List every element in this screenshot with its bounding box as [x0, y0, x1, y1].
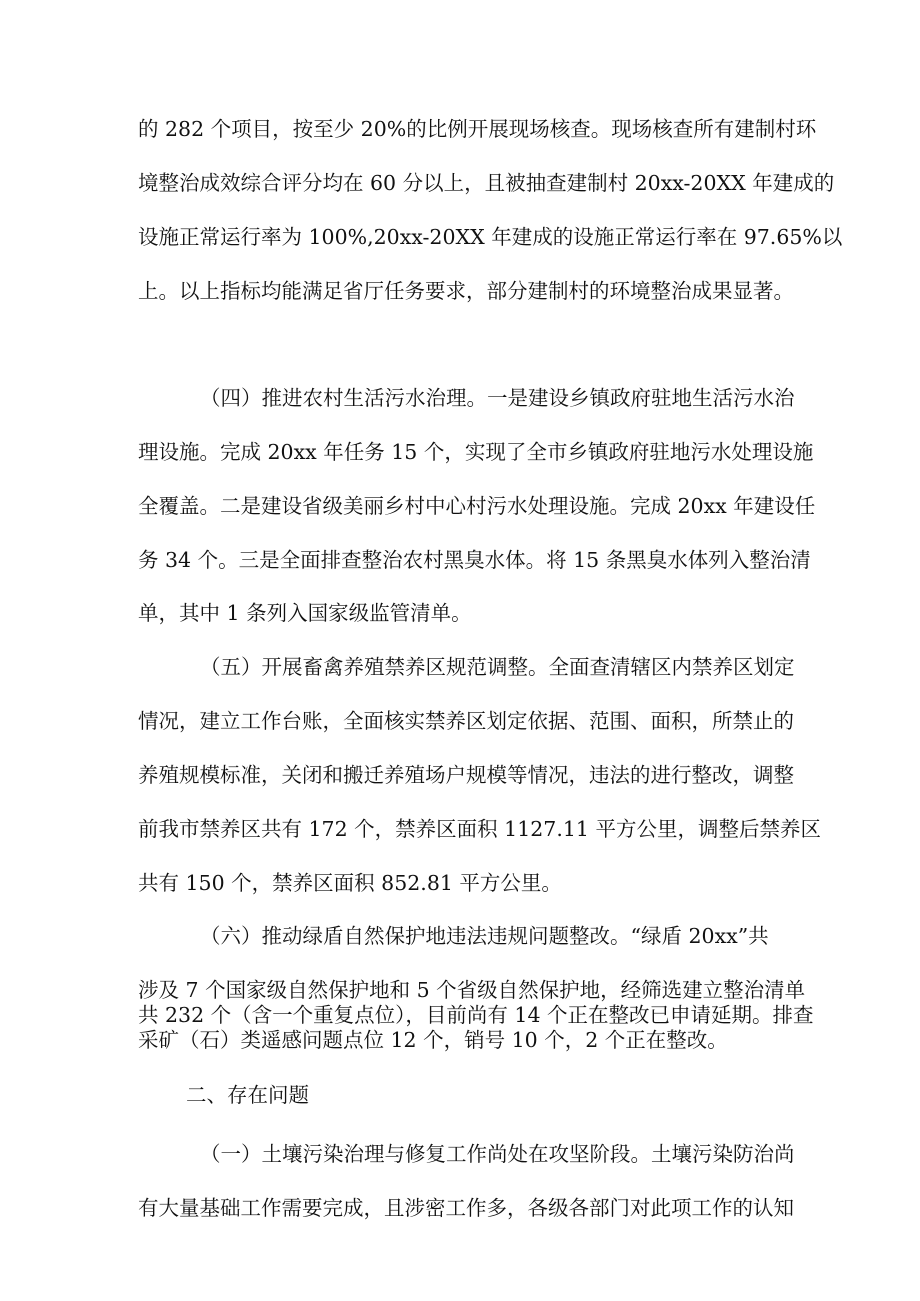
paragraph-line: 情况，建立工作台账，全面核实禁养区划定依据、范围、面积，所禁止的: [138, 709, 794, 733]
paragraph-line: 养殖规模标准，关闭和搬迁养殖场户规模等情况，违法的进行整改，调整: [138, 763, 794, 787]
paragraph-line: （五）开展畜禽养殖禁养区规范调整。全面查清辖区内禁养区划定: [200, 655, 795, 679]
paragraph-line: 务 34 个。三是全面排查整治农村黑臭水体。将 15 条黑臭水体列入整治清: [138, 548, 811, 572]
paragraph-line: 共 232 个（含一个重复点位），目前尚有 14 个正在整改已申请延期。排查: [138, 1003, 814, 1027]
paragraph-line: 全覆盖。二是建设省级美丽乡村中心村污水处理设施。完成 20xx 年建设任: [138, 494, 816, 518]
paragraph-line: 境整治成效综合评分均在 60 分以上，且被抽查建制村 20xx-20XX 年建成的: [138, 171, 835, 195]
paragraph-line: 前我市禁养区共有 172 个，禁养区面积 1127.11 平方公里，调整后禁养区: [138, 817, 821, 841]
paragraph-line: 上。以上指标均能满足省厅任务要求，部分建制村的环境整治成果显著。: [138, 279, 794, 303]
paragraph-line: （四）推进农村生活污水治理。一是建设乡镇政府驻地生活污水治: [200, 386, 795, 410]
paragraph-line: （六）推动绿盾自然保护地违法违规问题整改。“绿盾 20xx”共: [200, 924, 769, 948]
paragraph-line: 共有 150 个，禁养区面积 852.81 平方公里。: [138, 871, 562, 895]
paragraph-line: 涉及 7 个国家级自然保护地和 5 个省级自然保护地，经筛选建立整治清单: [138, 978, 806, 1002]
paragraph-line: 采矿（石）类遥感问题点位 12 个，销号 10 个，2 个正在整改。: [138, 1028, 728, 1052]
section-heading: 二、存在问题: [186, 1083, 309, 1107]
paragraph-line: 理设施。完成 20xx 年任务 15 个，实现了全市乡镇政府驻地污水处理设施: [138, 440, 814, 464]
paragraph-line: 设施正常运行率为 100%,20xx-20XX 年建成的设施正常运行率在 97.65%以: [138, 225, 843, 249]
paragraph-line: 单，其中 1 条列入国家级监管清单。: [138, 601, 472, 625]
paragraph-line: （一）土壤污染治理与修复工作尚处在攻坚阶段。土壤污染防治尚: [200, 1142, 795, 1166]
paragraph-line: 的 282 个项目，按至少 20%的比例开展现场核查。现场核查所有建制村环: [138, 117, 817, 141]
paragraph-line: 有大量基础工作需要完成，且涉密工作多，各级各部门对此项工作的认知: [138, 1196, 794, 1220]
